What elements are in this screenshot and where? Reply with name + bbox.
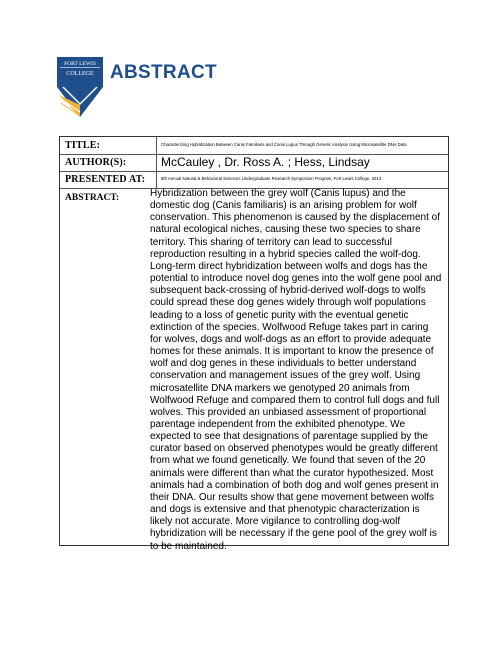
page-heading: ABSTRACT [110,62,217,83]
title-value: Characterizing Hybridization Between Canis Familiaris and Canis Lupus Through Genetic Analysis Using Microsatellite DNA Data [161,142,407,147]
title-row [60,137,448,155]
presented-value: 8th Annual Natural & Behavioral Sciences Undergraduate Research Symposium Program, Fort Lewis College, 2013 [161,176,382,181]
author-label: AUTHOR(S): [65,157,127,168]
abstract-label: ABSTRACT: [65,193,120,203]
presented-row [60,171,448,189]
abstract-text: Hybridization between the grey wolf (Canis lupus) and the domestic dog (Canis familiaris) is an arising problem for wolf conservation. This phenomenon is caused by the displacement of natural ecological niches, causing these two species to share territory. This sharing of territory can lead to successful reproduction resulting in a hybrid species called the wolf-dog. Long-term direct hybridization between wolfs and dogs has the potential to introduce novel dog genes into the wolf gene pool and subsequent back-crossing of hybrid-derived wolf-dogs to wolfs could spread these dog genes widely through wolf populations leading to a loss of genetic purity with the eventual genetic extinction of the species. Wolfwood Refuge takes part in caring for wolves, dogs and wolf-dogs as an effort to provide adequate homes for these animals. It is important to know the presence of wolf and dog genes in these individuals to better understand conservation and management issues of the grey wolf. Using microsatellite DNA markers we genotyped 20 animals from Wolfwood Refuge and compared them to control full dogs and full wolves. This provided an unbiased assessment of proportional parentage independent from the exhibited phenotype. We expected to see that designations of parentage supplied by the curator based on observed phenotypes would be greatly different from what we found genetically. We found that seven of the 20 animals were different than what the curator hypothesized. Most animals had a combination of both dog and wolf genes present in their DNA. Our results show that gene movement between wolfs and dogs is extensive and that phenotypic characterization is likely not accurate. More vigilance to controlling dog-wolf hybridization will be necessary if the gene pool of the grey wolf is to be maintained. [150,188,442,552]
svg-text:COLLEGE: COLLEGE [66,71,94,77]
presented-label: PRESENTED AT: [65,174,146,185]
author-value: McCauley , Dr. Ross A. ; Hess, Lindsay [161,155,370,169]
title-label: TITLE: [65,140,101,151]
abstract-record [59,136,449,552]
college-logo [57,57,103,117]
author-row [60,154,448,172]
svg-text:FORT LEWIS: FORT LEWIS [64,61,96,67]
